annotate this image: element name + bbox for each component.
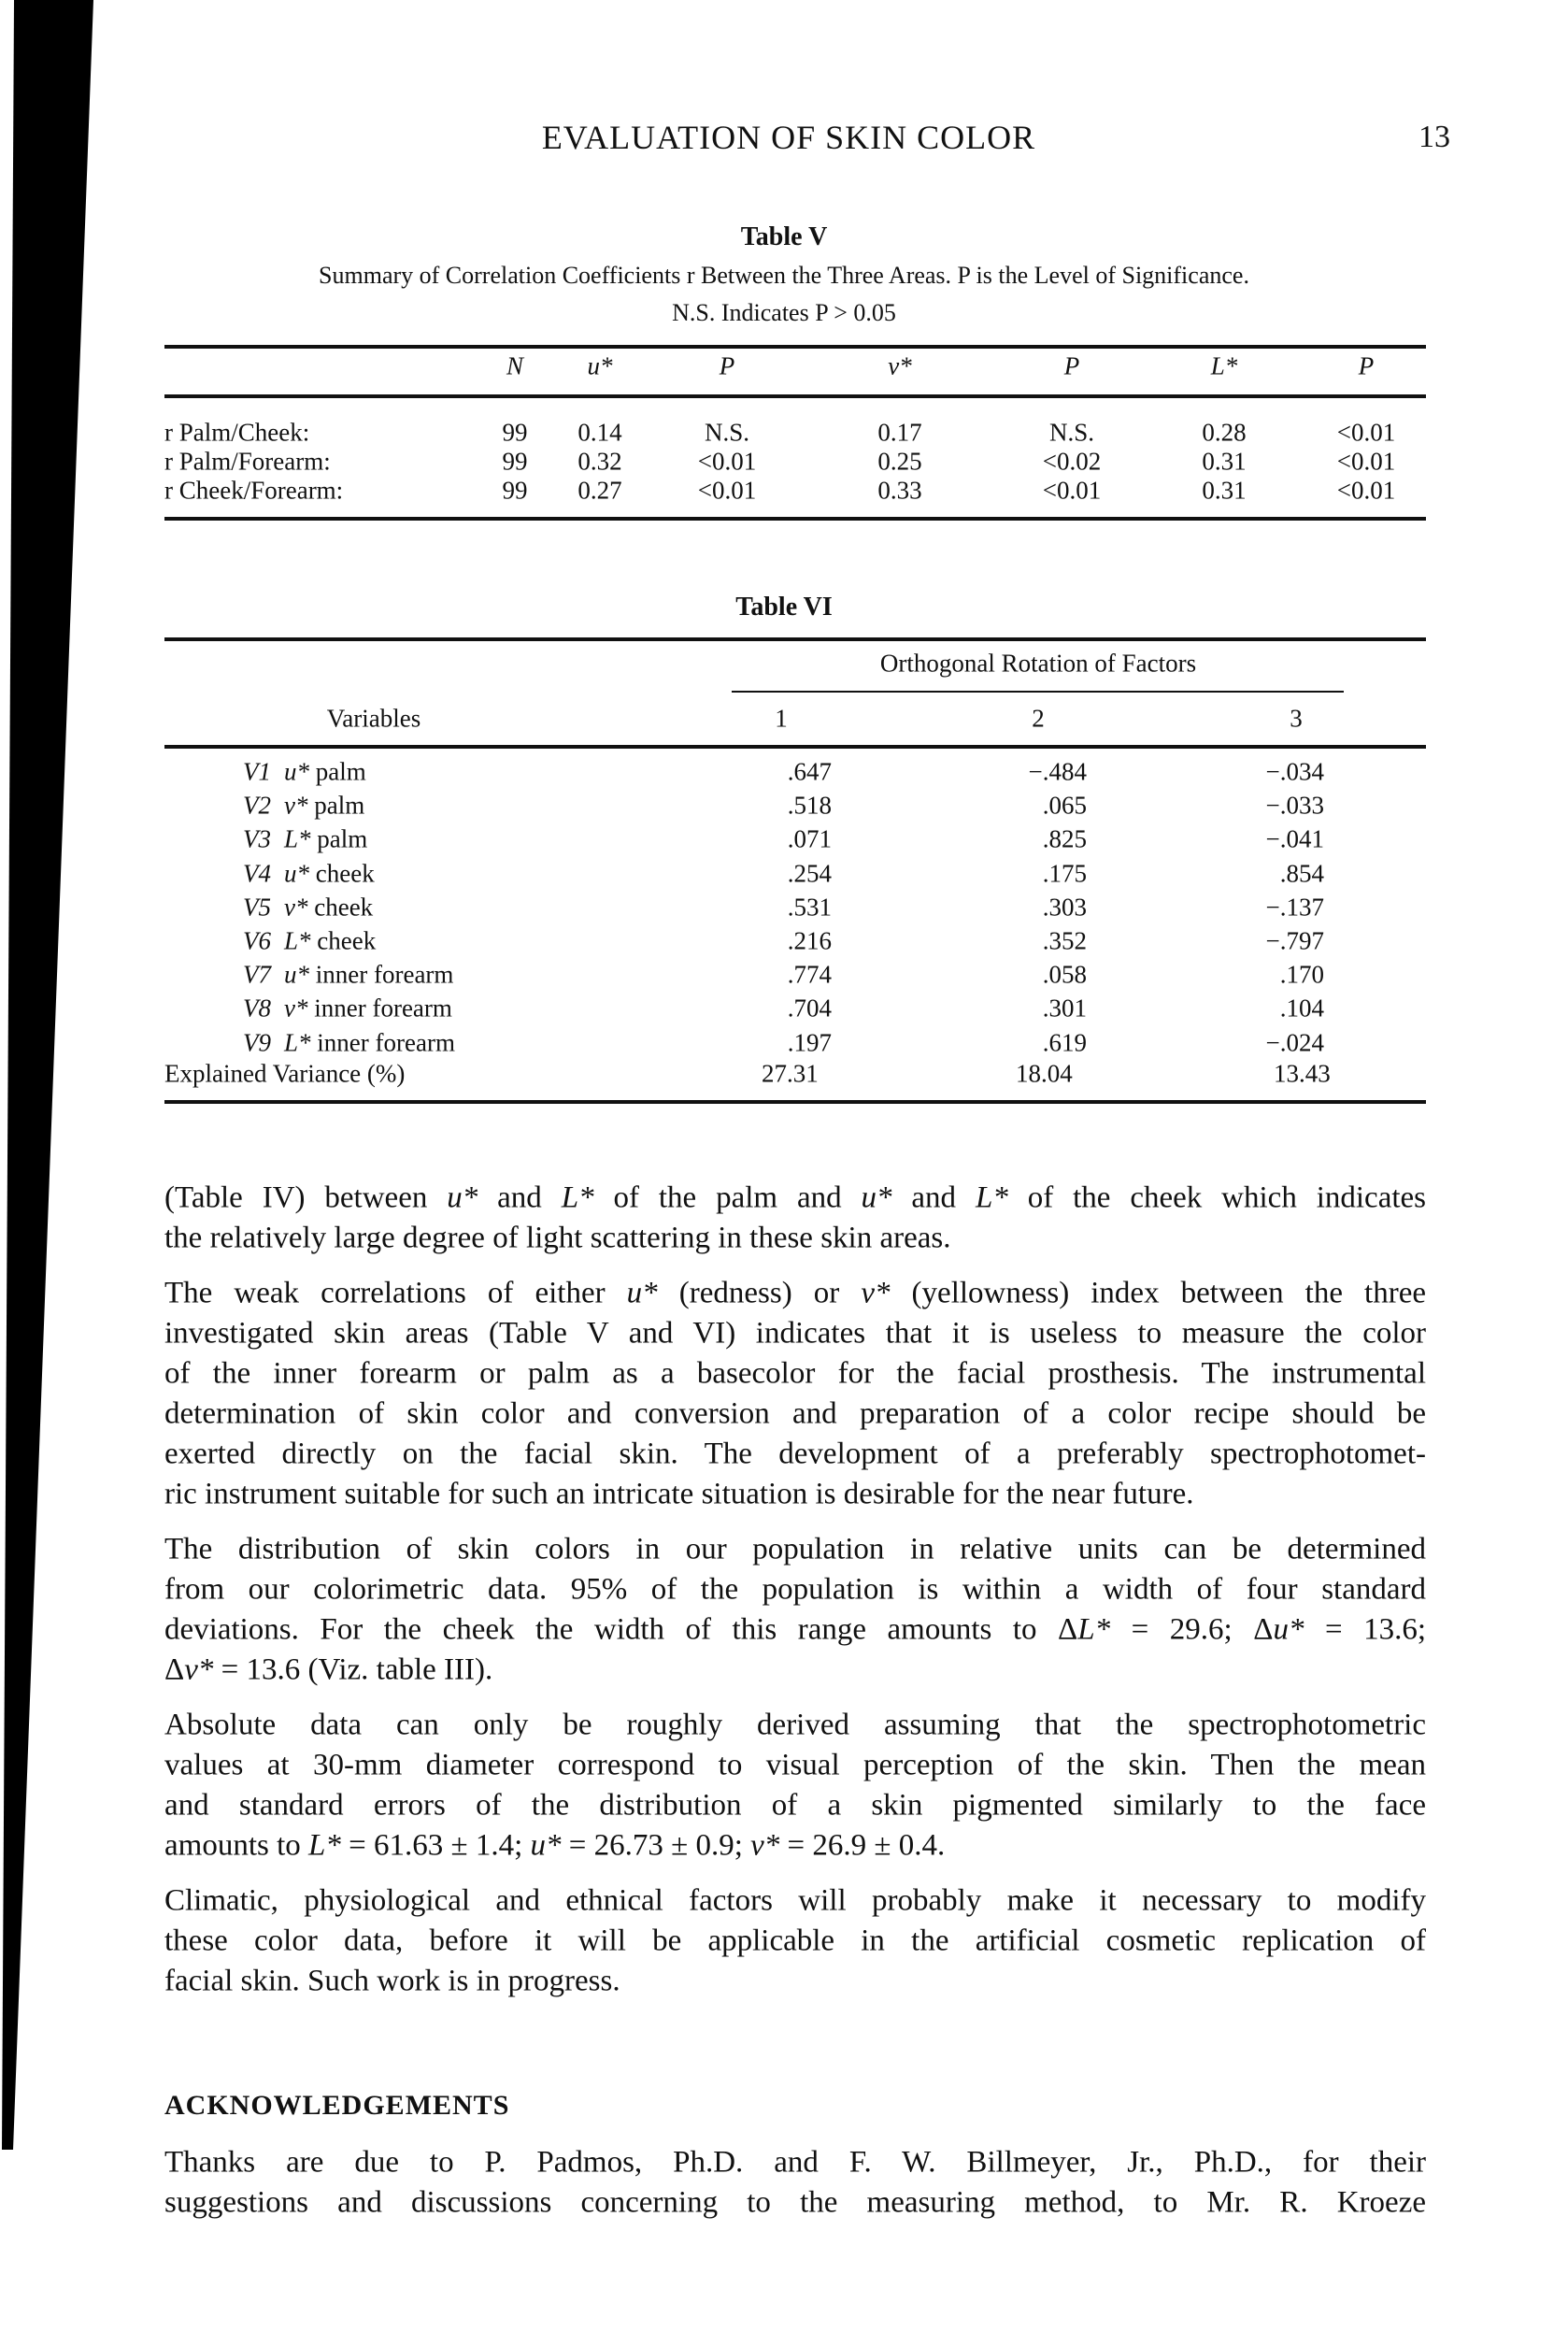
table5-caption-line1: Summary of Correlation Coefficients r Between the Three Areas. P is the Level of Significance. [319, 262, 1249, 289]
table5-cell: <0.01 [1336, 476, 1396, 505]
table6-cell: .071 [787, 824, 832, 853]
table6-cell: −.024 [1265, 1028, 1324, 1057]
table5-cell: 99 [502, 476, 528, 505]
table6-variable-id: V8 [243, 994, 271, 1022]
table6-cell: .854 [1279, 859, 1324, 888]
table6-variable-id: V6 [243, 926, 271, 955]
paragraph-line: Climatic, physiological and ethnical factors will probably make it necessary to modify [164, 1883, 1426, 1918]
table6-variable-name: L* cheek [284, 926, 377, 955]
table6-factor-header: 1 [775, 704, 788, 733]
paragraph-line: investigated skin areas (Table V and VI) indicates that it is useless to measure the color [164, 1316, 1426, 1351]
table5-cell: <0.01 [1336, 447, 1396, 476]
table5-cell: 0.31 [1202, 476, 1247, 505]
table6-variable-id: V9 [243, 1028, 271, 1057]
table6-variables-header: Variables [326, 704, 421, 733]
paragraph-line: (Table IV) between u* and L* of the palm and u* and L* of the cheek which indicates [164, 1180, 1427, 1215]
paragraph-line: of the inner forearm or palm as a basecolor for the facial prosthesis. The instrumental [164, 1356, 1426, 1391]
paragraph-line: the relatively large degree of light scattering in these skin areas. [164, 1221, 951, 1255]
table5-column-header: v* [888, 351, 912, 380]
paragraph-line: The distribution of skin colors in our population in relative units can be determined [164, 1532, 1426, 1566]
table5-cell: <0.01 [697, 447, 757, 476]
table6-cell: .531 [787, 893, 832, 922]
table6-cell: .825 [1042, 824, 1087, 853]
table6-explained-value: 18.04 [1016, 1059, 1073, 1088]
paragraph-line: deviations. For the cheek the width of this range amounts to ΔL* = 29.6; Δu* = 13.6; [164, 1612, 1426, 1647]
table6-explained-value: 27.31 [762, 1059, 819, 1088]
table6-cell: .704 [787, 994, 832, 1022]
table6-variable-id: V7 [243, 960, 271, 989]
table6-cell: .175 [1042, 859, 1087, 888]
table6-variable-id: V2 [243, 791, 271, 820]
table6-factor-header: 3 [1290, 704, 1303, 733]
table6-cell: .774 [787, 960, 832, 989]
table6-variable-name: u* palm [284, 757, 366, 786]
paragraph-line: from our colorimetric data. 95% of the population is within a width of four standard [164, 1572, 1426, 1607]
table6-variable-id: V4 [243, 859, 271, 888]
table5-cell: <0.01 [1336, 418, 1396, 447]
table5-cell: 0.14 [577, 418, 622, 447]
table5-bottom-rule [164, 517, 1426, 521]
table6-cell: .170 [1279, 960, 1324, 989]
table6-cell: .352 [1042, 926, 1087, 955]
table5-cell: N.S. [1048, 418, 1095, 447]
table5-title: Table V [740, 222, 828, 251]
table6-cell: .647 [787, 757, 832, 786]
paragraph-line: facial skin. Such work is in progress. [164, 1964, 620, 1998]
table6-variable-name: L* inner forearm [284, 1028, 455, 1057]
table6-group-rule [732, 691, 1344, 693]
paragraph-line: these color data, before it will be applicable in the artificial cosmetic replication of [164, 1923, 1426, 1958]
running-title: EVALUATION OF SKIN COLOR [541, 119, 1036, 156]
paragraph-line: Absolute data can only be roughly derived assuming that the spectrophotometric [164, 1708, 1426, 1742]
table6-cell: .197 [787, 1028, 832, 1057]
table5-column-header: P [1063, 351, 1080, 380]
table6-variable-name: L* palm [284, 824, 368, 853]
table6-cell: .301 [1042, 994, 1087, 1022]
table5-column-header: u* [587, 351, 613, 380]
paragraph-line: The weak correlations of either u* (redness) or v* (yellowness) index between the three [164, 1276, 1426, 1310]
paragraph-line: and standard errors of the distribution of a skin pigmented similarly to the face [164, 1788, 1426, 1823]
table6-variable-name: v* inner forearm [284, 994, 452, 1022]
table5-cell: <0.01 [1042, 476, 1102, 505]
paragraph-line: values at 30-mm diameter correspond to visual perception of the skin. Then the mean [164, 1748, 1426, 1782]
table5-cell: 0.33 [877, 476, 922, 505]
table5-column-header: N [506, 351, 524, 380]
table6-cell: .216 [787, 926, 832, 955]
table6-bottom-rule [164, 1100, 1426, 1104]
acknowledgements-line: Thanks are due to P. Padmos, Ph.D. and F. W. Billmeyer, Jr., Ph.D., for their [164, 2145, 1426, 2180]
table6-variable-id: V5 [243, 893, 271, 922]
table6-cell: .065 [1042, 791, 1087, 820]
page-number: 13 [1418, 120, 1450, 154]
table6-cell: .619 [1042, 1028, 1087, 1057]
table6-variable-name: v* palm [284, 791, 365, 820]
table5-cell: N.S. [704, 418, 750, 447]
table6-cell: −.033 [1265, 791, 1324, 820]
table6-title: Table VI [735, 593, 833, 622]
table5-cell: 0.17 [877, 418, 922, 447]
table6-cell: .254 [787, 859, 832, 888]
table6-cell: −.797 [1265, 926, 1324, 955]
table5-cell: 99 [502, 418, 528, 447]
table6-explained-value: 13.43 [1274, 1059, 1331, 1088]
table6-cell: −.137 [1265, 893, 1324, 922]
table6-variable-name: u* inner forearm [284, 960, 454, 989]
paragraph-line: Δv* = 13.6 (Viz. table III). [164, 1652, 493, 1687]
table6-cell: −.034 [1265, 757, 1324, 786]
table5-cell: 0.32 [577, 447, 622, 476]
table6-variable-id: V1 [243, 757, 271, 786]
table5-cell: <0.02 [1042, 447, 1102, 476]
paragraph-line: ric instrument suitable for such an intricate situation is desirable for the near future. [164, 1477, 1194, 1511]
acknowledgements-line: suggestions and discussions concerning to the measuring method, to Mr. R. Kroeze [164, 2185, 1426, 2220]
table5-caption-line2: N.S. Indicates P > 0.05 [672, 299, 896, 326]
table6-variable-name: u* cheek [284, 859, 375, 888]
table5-row-label: r Cheek/Forearm: [164, 476, 344, 505]
paragraph-line: amounts to L* = 61.63 ± 1.4; u* = 26.73 ± 0.9; v* = 26.9 ± 0.4. [164, 1828, 946, 1863]
table5-column-header: L* [1210, 351, 1238, 380]
table6-cell: .303 [1042, 893, 1087, 922]
table6-cell: .104 [1279, 994, 1324, 1022]
table5-cell: 0.28 [1202, 418, 1247, 447]
table6-header-rule [164, 745, 1426, 749]
table5-column-header: P [719, 351, 735, 380]
table5-header-rule [164, 394, 1426, 398]
table6-cell: .058 [1042, 960, 1087, 989]
table5-cell: <0.01 [697, 476, 757, 505]
table6-group-header: Orthogonal Rotation of Factors [879, 649, 1197, 678]
table6-cell: −.041 [1265, 824, 1324, 853]
table5-column-header: P [1358, 351, 1375, 380]
table5-cell: 99 [502, 447, 528, 476]
acknowledgements-heading: ACKNOWLEDGEMENTS [164, 2090, 510, 2121]
table6-cell: −.484 [1028, 757, 1087, 786]
table5-row-label: r Palm/Cheek: [164, 418, 310, 447]
table5-row-label: r Palm/Forearm: [164, 447, 331, 476]
table5-cell: 0.25 [877, 447, 922, 476]
table5-top-rule [164, 345, 1426, 349]
table5-cell: 0.27 [577, 476, 622, 505]
table6-explained-label: Explained Variance (%) [164, 1059, 406, 1088]
table6-factor-header: 2 [1032, 704, 1045, 733]
table6-cell: .518 [787, 791, 832, 820]
paragraph-line: determination of skin color and conversion and preparation of a color recipe should be [164, 1396, 1426, 1431]
table6-top-rule [164, 637, 1426, 641]
table6-variable-id: V3 [243, 824, 271, 853]
table6-variable-name: v* cheek [284, 893, 374, 922]
table5-cell: 0.31 [1202, 447, 1247, 476]
paragraph-line: exerted directly on the facial skin. The development of a preferably spectrophotomet- [164, 1437, 1426, 1471]
